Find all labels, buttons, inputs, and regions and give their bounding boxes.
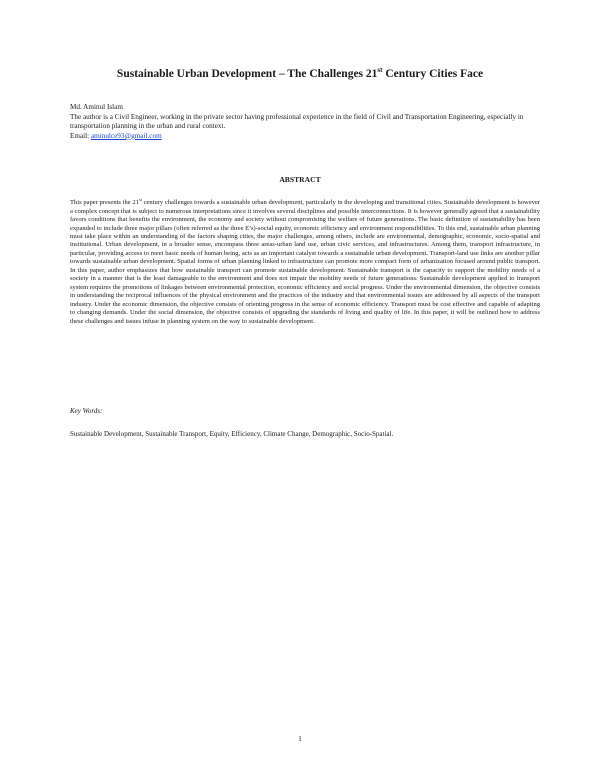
paper-title	[0, 66, 600, 80]
title-superscript: st	[377, 66, 383, 74]
keywords-list: Sustainable Development, Sustainable Transport, Equity, Efficiency, Climate Change, Demographic, Socio-Spatial.	[70, 430, 394, 438]
author-bio: The author is a Civil Engineer, working in the private sector having professional experience in the field of Civil and Transportation Engineering, especially in transportation planning in the urban and rural context.	[70, 112, 524, 131]
abstract-heading: ABSTRACT	[279, 175, 321, 184]
abstract-superscript: st	[138, 197, 142, 202]
author-email-link[interactable]: aminulce93@gmail.com	[90, 131, 162, 140]
page-number: 1	[298, 734, 302, 743]
email-label: Email:	[70, 131, 90, 140]
abstract-body	[70, 196, 540, 326]
author-email-line	[70, 132, 540, 142]
keywords-heading: Key Words:	[70, 407, 103, 415]
title-text-rest: Century Cities Face	[382, 67, 484, 80]
author-block	[70, 103, 540, 141]
abstract-intro: This paper presents the 21	[70, 199, 139, 207]
title-text: Sustainable Urban Development – The Challenges 21	[116, 67, 378, 80]
abstract-text: century challenges towards a sustainable urban development, particularly in the developing and transitional cities. Sustainable development is however a complex concept that is subject to numerous interpretations since it involves several disciplines and possible interconnections. It is however generally agreed that a sustainability favors conditions that benefits the environment, the economy and society without compromising the welfare of future generations. The basic definition of sustainability has been expanded to include three major pillars (often referred as the three E’s)-social equity, economic efficiency and environment responsibilities. To this end, sustainable urban planning must take place within an understanding of the factors shaping cities, the major challenges, among others, include are environmental, demographic, economic, socio-spatial and institutional. Urban development, in a broader sense, encompass three areas-urban land use, urban civic services, and infrastructures. Among them, transport infrastructure, in particular, providing access to meet basic needs of human being, acts as an important catalyst towards a sustainable urban development. Transport-land use links are another pillar towards sustainable urban development. Spatial forms of urban planning linked to infrastructure can promote more compact form of urbanization focused around public transport. In this paper, author emphasizes that how sustainable transport can promote sustainable development. Sustainable transport is the capacity to support the mobility needs of a society in a manner that is the least damageable to the environment and does not impair the mobility needs of future generations. Sustainable development applied to transport system requires the promotions of linkages between environmental protection, economic efficiency and social progress. Under the environmental dimension, the objective consists in understanding the reciprocal influences of the physical environment and the practices of the industry and that environmental issues are addressed by all aspects of the transport industry. Under the economic dimension, the objective consists of orienting progress in the sense of economic efficiency. Transport must be cost effective and capable of adapting to changing demands. Under the social dimension, the objective consists of upgrading the standards of living and quality of life. In this paper, it will be outlined how to address these challenges and issues infuse in planning system on the way to sustainable development.	[70, 199, 540, 325]
author-name: Md. Aminul Islam	[70, 103, 123, 111]
